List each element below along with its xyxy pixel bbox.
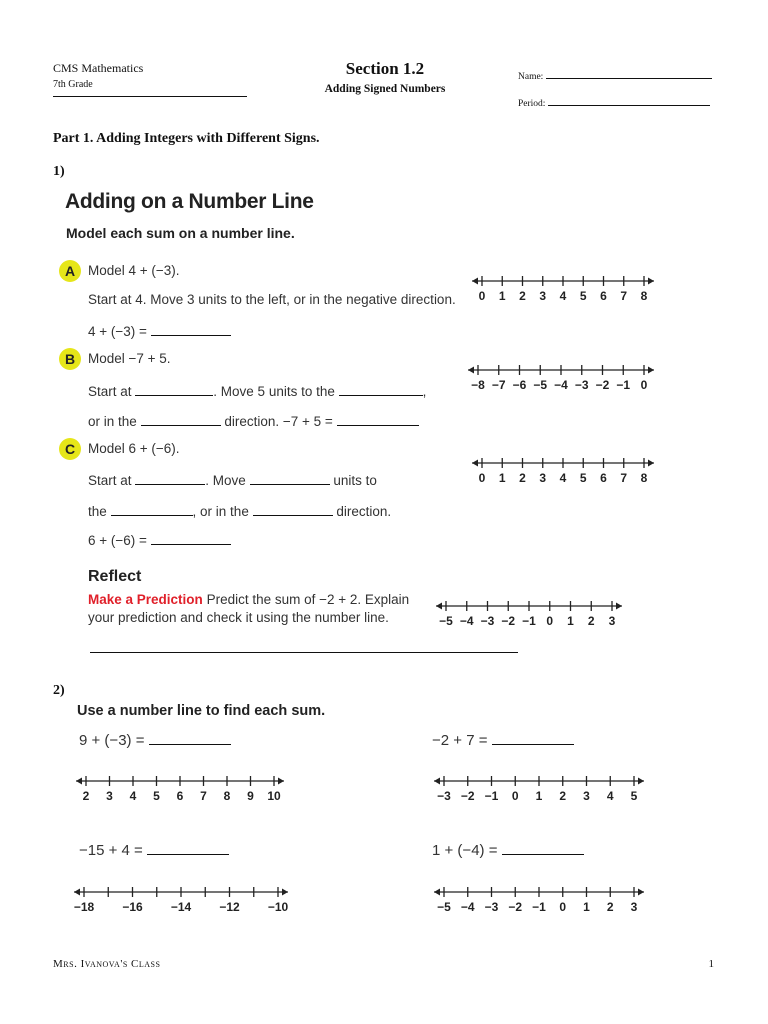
tick-label: 5 — [630, 789, 638, 803]
problem-4-text: 1 + (−4) = — [432, 842, 498, 859]
problem-1 — [79, 731, 231, 749]
c-units-to: units to — [333, 473, 377, 488]
section-subtitle: Adding Signed Numbers — [324, 83, 446, 95]
c-model: Model 6 + (−6). — [88, 441, 180, 456]
b-direction-text: direction. — [224, 414, 280, 429]
arrow-left-icon — [76, 778, 82, 785]
tick-label: 4 — [559, 471, 567, 485]
problem-4 — [432, 841, 584, 859]
reflect-prompt-1: Predict the sum of −2 + 2. Explain — [206, 592, 410, 607]
exercise-2-instruction: Use a number line to find each sum. — [77, 703, 326, 719]
a-equation-text: 4 + (−3) = — [88, 324, 147, 339]
number-line-2 — [432, 772, 646, 808]
tick-label: −14 — [170, 900, 192, 914]
exercise-instruction: Model each sum on a number line. — [66, 225, 295, 241]
b-model: Model −7 + 5. — [88, 351, 171, 366]
number-line-a — [470, 272, 656, 306]
b-direction-blank[interactable] — [339, 382, 423, 396]
c-neg-direction-blank[interactable] — [253, 502, 333, 516]
arrow-left-icon — [472, 460, 478, 467]
arrow-left-icon — [436, 603, 442, 610]
make-prediction-label: Make a Prediction — [88, 592, 203, 607]
number-line-4 — [432, 883, 646, 919]
reflect-heading: Reflect — [88, 568, 142, 585]
question-2-label: 2) — [53, 683, 65, 698]
arrow-right-icon — [278, 778, 284, 785]
reflect-line1 — [88, 592, 409, 607]
tick-label: −2 — [501, 614, 516, 628]
c-units-blank[interactable] — [250, 471, 330, 485]
number-line-3 — [72, 883, 290, 919]
reflect-line2: your prediction and check it using the number line. — [88, 610, 389, 625]
tick-label: 5 — [579, 471, 587, 485]
tick-label: 7 — [620, 289, 628, 303]
number-line-c — [470, 454, 656, 488]
tick-label: 2 — [606, 900, 614, 914]
arrow-right-icon — [648, 460, 654, 467]
b-start-blank[interactable] — [135, 382, 213, 396]
tick-label: −18 — [73, 900, 95, 914]
tick-label: 7 — [200, 789, 207, 803]
tick-label: 3 — [583, 789, 590, 803]
period-label: Period: — [518, 99, 546, 109]
exercise-heading: Adding on a Number Line — [65, 190, 314, 213]
number-line-1 — [74, 772, 286, 808]
c-answer-blank[interactable] — [151, 531, 231, 545]
c-line1 — [88, 471, 377, 488]
tick-label: 4 — [129, 789, 137, 803]
tick-label: −4 — [460, 900, 475, 914]
tick-label: 8 — [640, 471, 648, 485]
tick-label: −16 — [122, 900, 143, 914]
problem-3-text: −15 + 4 = — [79, 842, 143, 859]
tick-label: −8 — [471, 378, 485, 392]
tick-label: 0 — [559, 900, 567, 914]
tick-label: −4 — [554, 378, 568, 392]
tick-label: 5 — [579, 289, 587, 303]
tick-label: 1 — [567, 614, 574, 628]
b-neg-direction-blank[interactable] — [141, 412, 221, 426]
b-line2 — [88, 412, 419, 429]
arrow-right-icon — [616, 603, 622, 610]
arrow-left-icon — [468, 367, 474, 374]
tick-label: −7 — [491, 378, 506, 392]
tick-label: 2 — [519, 289, 526, 303]
tick-label: 9 — [247, 789, 254, 803]
c-or-in-the: , or in the — [192, 504, 249, 519]
tick-label: −10 — [267, 900, 289, 914]
c-equation — [88, 531, 231, 548]
tick-label: 0 — [478, 289, 486, 303]
c-start-at: Start at — [88, 473, 132, 488]
name-blank[interactable] — [546, 69, 712, 79]
tick-label: −6 — [512, 378, 527, 392]
tick-label: 3 — [630, 900, 638, 914]
tick-label: 2 — [559, 789, 567, 803]
arrow-left-icon — [434, 889, 440, 896]
tick-label: 3 — [539, 289, 547, 303]
tick-label: −3 — [437, 789, 451, 803]
problem-1-text: 9 + (−3) = — [79, 732, 145, 749]
problem-2-blank[interactable] — [492, 731, 574, 745]
tick-label: 0 — [478, 471, 486, 485]
arrow-right-icon — [648, 278, 654, 285]
c-move-text: . Move — [205, 473, 246, 488]
b-start-at: Start at — [88, 384, 132, 399]
arrow-right-icon — [648, 367, 654, 374]
c-start-blank[interactable] — [135, 471, 205, 485]
part-title: Part 1. Adding Integers with Different Signs. — [53, 131, 320, 146]
tick-label: 6 — [176, 789, 184, 803]
b-move-text: . Move 5 units to the — [213, 384, 335, 399]
tick-label: 3 — [539, 471, 547, 485]
tick-label: 2 — [519, 471, 526, 485]
a-answer-blank[interactable] — [151, 322, 231, 336]
tick-label: 2 — [587, 614, 595, 628]
problem-1-blank[interactable] — [149, 731, 231, 745]
b-or-in-the: or in the — [88, 414, 137, 429]
problem-2-text: −2 + 7 = — [432, 732, 488, 749]
c-the: the — [88, 504, 107, 519]
tick-label: −2 — [460, 789, 475, 803]
number-line-reflect — [434, 597, 624, 631]
footer-class-name: Mrs. Ivanova's Class — [53, 958, 161, 970]
page-number: 1 — [708, 958, 714, 970]
arrow-left-icon — [74, 889, 80, 896]
reflect-answer-line[interactable] — [90, 652, 518, 653]
tick-label: 10 — [267, 789, 281, 803]
tick-label: −1 — [616, 378, 631, 392]
tick-label: 6 — [600, 289, 607, 303]
tick-label: −1 — [532, 900, 546, 914]
problem-2 — [432, 731, 574, 749]
arrow-left-icon — [434, 778, 440, 785]
problem-3 — [79, 841, 229, 859]
arrow-right-icon — [638, 889, 644, 896]
tick-label: 0 — [546, 614, 554, 628]
tick-label: 8 — [640, 289, 648, 303]
course-name: CMS Mathematics — [53, 61, 144, 75]
tick-label: 1 — [498, 289, 506, 303]
tick-label: 6 — [600, 471, 607, 485]
problem-4-blank[interactable] — [502, 841, 584, 855]
b-equation-text: −7 + 5 = — [282, 414, 333, 429]
b-comma: , — [422, 384, 427, 399]
tick-label: 1 — [498, 471, 506, 485]
tick-label: −2 — [508, 900, 523, 914]
tick-label: −1 — [522, 614, 536, 628]
a-step: Start at 4. Move 3 units to the left, or in the negative direction. — [88, 292, 456, 307]
c-direction-text: direction. — [336, 504, 392, 519]
tick-label: 4 — [559, 289, 567, 303]
c-equation-text: 6 + (−6) = — [88, 533, 147, 548]
header-rule — [53, 96, 247, 97]
question-1-label: 1) — [53, 164, 65, 179]
section-title: Section 1.2 — [345, 59, 425, 78]
arrow-right-icon — [638, 778, 644, 785]
tick-label: −1 — [484, 789, 499, 803]
tick-label: 5 — [153, 789, 160, 803]
tick-label: 3 — [106, 789, 113, 803]
tick-label: 2 — [82, 789, 90, 803]
tick-label: −4 — [459, 614, 474, 628]
a-model: Model 4 + (−3). — [88, 263, 180, 278]
tick-label: 4 — [606, 789, 614, 803]
a-equation — [88, 322, 231, 339]
tick-label: −3 — [574, 378, 589, 392]
c-line2 — [88, 502, 391, 519]
arrow-right-icon — [282, 889, 288, 896]
tick-label: 0 — [640, 378, 648, 392]
c-direction-blank[interactable] — [111, 502, 193, 516]
tick-label: 3 — [608, 614, 616, 628]
period-field[interactable] — [518, 96, 710, 109]
tick-label: 7 — [620, 471, 628, 485]
name-field[interactable] — [518, 69, 712, 82]
tick-label: −3 — [484, 900, 499, 914]
period-blank[interactable] — [548, 96, 710, 106]
tick-label: −5 — [533, 378, 548, 392]
tick-label: −3 — [480, 614, 495, 628]
tick-label: −2 — [595, 378, 610, 392]
tick-label: −5 — [439, 614, 453, 628]
grade-label: 7th Grade — [53, 79, 93, 90]
tick-label: 1 — [535, 789, 543, 803]
badge-b: B — [59, 348, 81, 370]
b-line1 — [88, 382, 426, 399]
name-label: Name: — [518, 72, 544, 82]
b-answer-blank[interactable] — [337, 412, 419, 426]
arrow-left-icon — [472, 278, 478, 285]
tick-label: −5 — [437, 900, 451, 914]
badge-c: C — [59, 438, 81, 460]
tick-label: 1 — [583, 900, 590, 914]
number-line-b — [466, 361, 656, 395]
tick-label: 0 — [511, 789, 519, 803]
tick-label: 8 — [223, 789, 231, 803]
tick-label: −12 — [219, 900, 240, 914]
problem-3-blank[interactable] — [147, 841, 229, 855]
badge-a: A — [59, 260, 81, 282]
